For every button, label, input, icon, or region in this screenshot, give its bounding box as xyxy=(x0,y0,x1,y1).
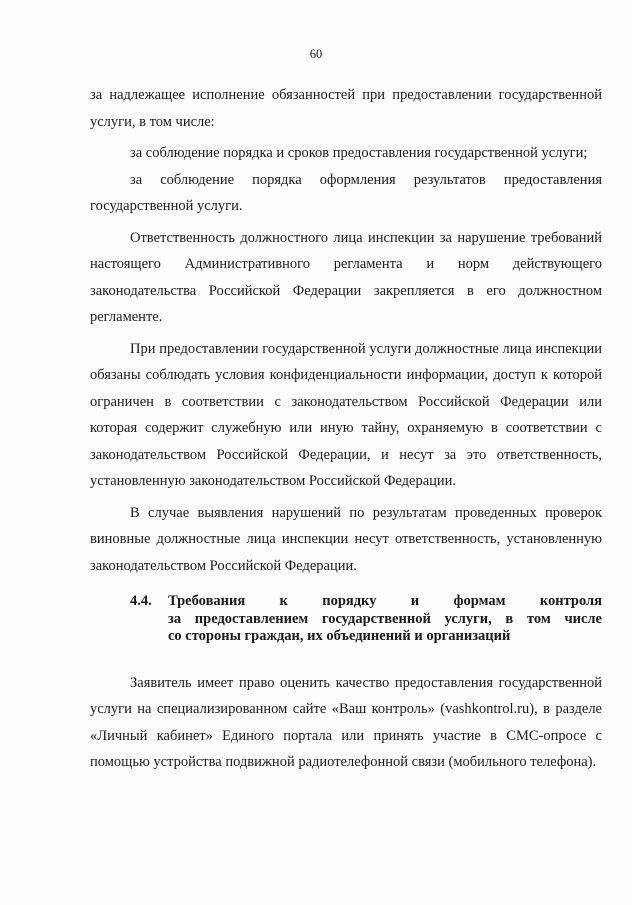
section-title-line-2: за предоставлением государственной услуги, в том числе xyxy=(168,610,602,627)
paragraph-confidentiality: При предоставлении государственной услуги должностные лица инспекции обязаны соблюдать условия конфиденциальности информации, доступ к которой ограничен в соответствии с законодательством Российской Федерации или которая содержит служебную или иную тайну, охраняемую в соответствии с законодательством Российской Федерации, и несут за это ответственность, установленную законодательством Российской Федерации. xyxy=(90,340,602,489)
document-body xyxy=(90,82,602,776)
section-title-line-1: Требования к порядку и формам контроля xyxy=(168,593,602,609)
section-number: 4.4. xyxy=(130,593,152,609)
paragraph-quality-assessment: Заявитель имеет право оценить качество предоставления государственной услуги на специализированном сайте «Ваш контроль» (vashkontrol.ru), в разделе «Личный кабинет» Единого портала или принять участие в СМС-опросе с помощью устройства подвижной радиотелефонной связи (мобильного телефона). xyxy=(90,674,602,770)
paragraph-official-liability: Ответственность должностного лица инспекции за нарушение требований настоящего Административного регламента и норм действующего законодательства Российской Федерации закрепляется в его должностном регламенте. xyxy=(90,229,602,325)
section-heading xyxy=(90,593,602,646)
section-title-line-3: со стороны граждан, их объединений и организаций xyxy=(168,628,511,644)
paragraph-results-formalization: за соблюдение порядка оформления результатов предоставления государственной услуги. xyxy=(90,171,602,214)
paragraph-violations: В случае выявления нарушений по результатам проведенных проверок виновные должностные лица инспекции несут ответственность, установленную законодательством Российской Федерации. xyxy=(90,504,602,574)
page-number: 60 xyxy=(309,47,323,61)
paragraph-responsibility-intro: за надлежащее исполнение обязанностей при предоставлении государственной услуги, в том числе: xyxy=(90,87,602,130)
paragraph-order-terms: за соблюдение порядка и сроков предоставления государственной услуги; xyxy=(130,145,588,161)
section-title xyxy=(168,593,602,646)
